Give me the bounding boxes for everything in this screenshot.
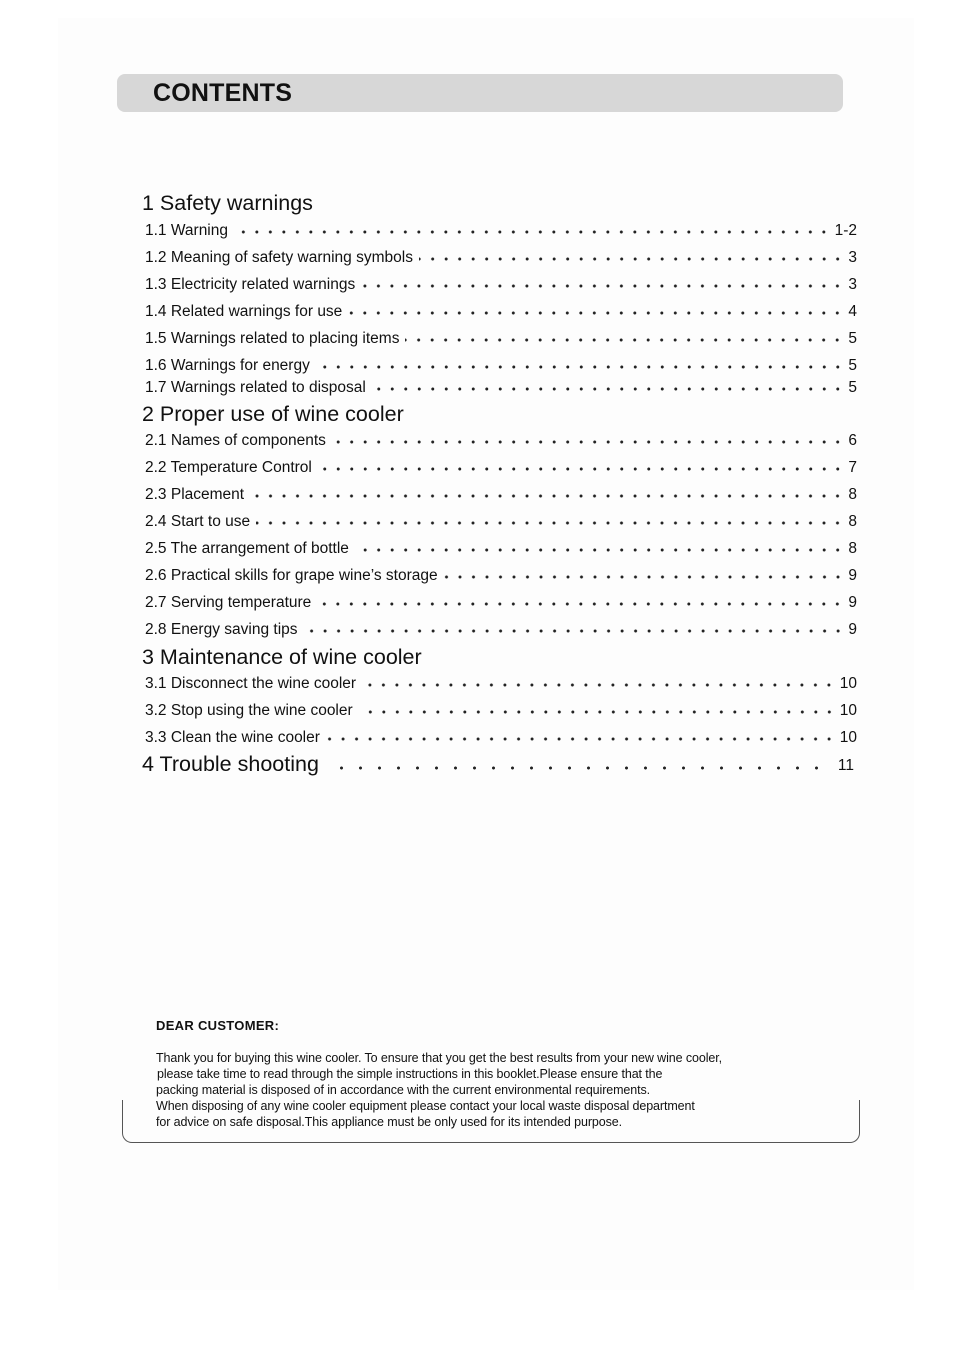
customer-notice-line: please take time to read through the simple instructions in this booklet.Please ensure that the [157,1067,663,1081]
dot-leader [234,226,831,238]
toc-entry-label: 2.2 Temperature Control [145,459,312,476]
toc-entry[interactable] [145,537,857,559]
toc-entry-label: 1.2 Meaning of safety warning symbols [145,249,413,266]
toc-entry-page: 8 [848,540,857,557]
customer-notice-title: DEAR CUSTOMER: [156,1018,280,1033]
dot-leader [256,517,844,529]
dot-leader [317,598,844,610]
toc-entry-page: 5 [848,357,857,374]
toc-entry-label: 2.5 The arrangement of bottle [145,540,349,557]
toc-entry-label: 2.8 Energy saving tips [145,621,298,638]
dot-leader [362,679,836,691]
toc-entry-page: 3 [848,276,857,293]
dot-leader [332,436,844,448]
toc-section-heading: 2 Proper use of wine cooler [142,402,404,426]
toc-entry-page: 10 [839,675,857,692]
dot-leader [316,361,845,373]
toc-entry-page: 9 [848,567,857,584]
dot-leader [337,762,826,774]
toc-entry[interactable] [145,429,857,451]
toc-entry-label: 1.1 Warning [145,222,228,239]
toc-section-heading: 3 Maintenance of wine cooler [142,645,422,669]
toc-section-heading: 1 Safety warnings [142,191,313,215]
toc-entry[interactable] [145,510,857,532]
customer-notice [156,1017,876,1129]
toc-entry-label: 3.2 Stop using the wine cooler [145,702,353,719]
toc-entry[interactable] [145,591,857,613]
toc-entry-page: 4 [848,303,857,320]
dot-leader [304,625,845,637]
toc-entry-page: 9 [848,594,857,611]
dot-leader [355,544,844,556]
toc-entry-page: 7 [848,459,857,476]
toc-entry-label: 1.3 Electricity related warnings [145,276,356,293]
toc-entry-label: 2.4 Start to use [145,513,251,530]
toc-entry-page: 3 [848,249,857,266]
customer-notice-line: Thank you for buying this wine cooler. To ensure that you get the best results from your new wine cooler, [156,1051,722,1065]
toc-section-heading: 4 Trouble shooting [142,752,319,776]
dot-leader [318,463,845,475]
toc-entry-label: 1.5 Warnings related to placing items [145,330,400,347]
toc-entry[interactable] [145,327,857,349]
dot-leader [348,307,844,319]
notice-bracket-frame [122,1100,860,1143]
toc-entry-page: 5 [848,330,857,347]
toc-entry-page: 10 [839,702,857,719]
toc-entry[interactable] [142,749,854,777]
dot-leader [444,571,845,583]
toc-entry-label: 2.3 Placement [145,486,245,503]
toc-entry-label: 1.6 Warnings for energy [145,357,310,374]
toc-entry-label: 1.4 Related warnings for use [145,303,343,320]
toc-entry-label: 3.1 Disconnect the wine cooler [145,675,357,692]
toc-entry[interactable] [145,672,857,694]
toc-entry-page: 9 [848,621,857,638]
toc-entry[interactable] [145,376,857,398]
customer-notice-line: When disposing of any wine cooler equipment please contact your local waste disposal department [156,1099,695,1113]
toc-entry[interactable] [145,273,857,295]
toc-entry-page: 5 [848,379,857,396]
toc-entry[interactable] [145,354,857,376]
toc-entry-label: 3.3 Clean the wine cooler [145,729,320,746]
toc-entry-label: 2.1 Names of components [145,432,326,449]
page-title: CONTENTS [153,79,293,107]
toc-entry[interactable] [145,618,857,640]
dot-leader [326,733,836,745]
toc-entry-label: 2.6 Practical skills for grape wine’s storage [145,567,438,584]
dot-leader [359,706,836,718]
toc-entry[interactable] [145,564,857,586]
toc-entry[interactable] [145,456,857,478]
dot-leader [419,253,844,265]
dot-leader [361,280,844,292]
toc-entry-page: 6 [848,432,857,449]
toc-entry-page: 10 [839,729,857,746]
toc-entry-label: 1.7 Warnings related to disposal [145,379,366,396]
toc-entry-page: 1-2 [834,222,857,239]
toc-entry-page: 8 [848,486,857,503]
dot-leader [372,383,845,395]
dot-leader [405,334,844,346]
dot-leader [250,490,844,502]
toc-entry[interactable] [145,219,857,241]
toc-entry[interactable] [145,699,857,721]
toc-entry-page: 11 [837,757,854,774]
toc-entry-page: 8 [848,513,857,530]
toc-entry[interactable] [145,246,857,268]
customer-notice-line: for advice on safe disposal.This appliance must be only used for its intended purpose. [156,1115,622,1129]
customer-notice-line: packing material is disposed of in accordance with the current environmental requirements. [156,1083,651,1097]
toc-entry-label: 2.7 Serving temperature [145,594,312,611]
toc-entry[interactable] [145,483,857,505]
toc-entry[interactable] [145,726,857,748]
toc-entry[interactable] [145,300,857,322]
